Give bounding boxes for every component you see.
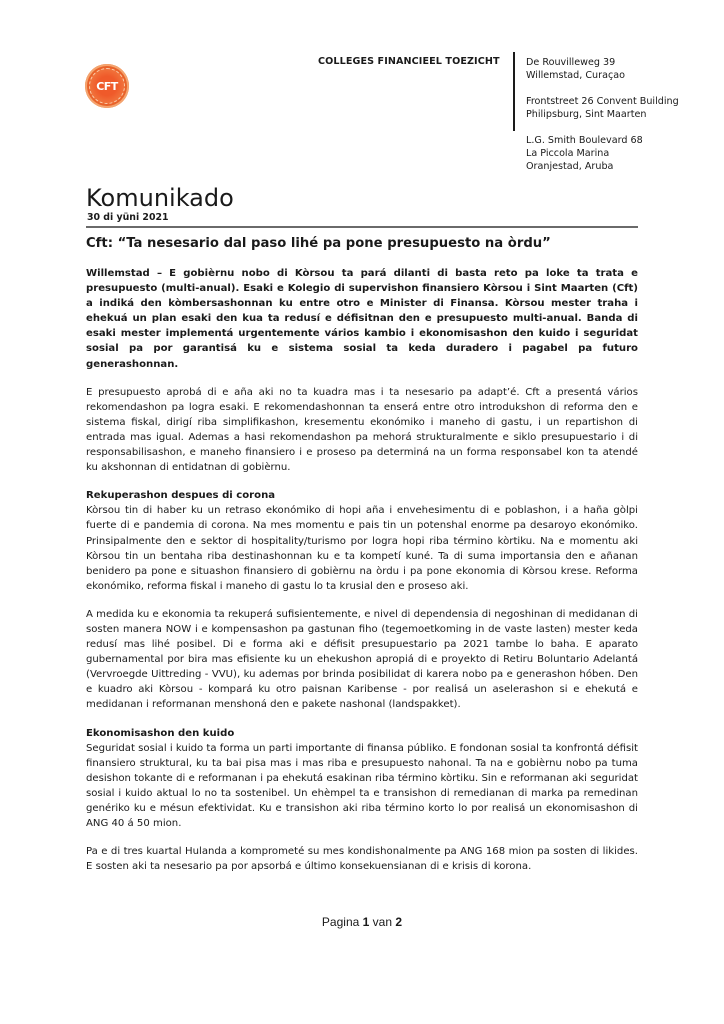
headline: Cft: “Ta nesesario dal paso lihé pa pone presupuesto na òrdu” — [86, 236, 551, 251]
body-paragraph: Seguridat sosial i kuido ta forma un parti importante di finansa públiko. E fondonan sosial ta konfrontá défisit finansiero struktural, ku ta bai pisa mas i mas riba e presupuesto nahonal. Ta na e gobièrnu nobo pa tuma desishon tokante di e reformanan i pa ehekutá esakinan riba término kòrtiku. Sin e reformanan aki seguridat sosial i kuido aktual lo no ta sostenibel. Un ehèmpel ta e transishon di remedianan di marka pa remedinan genériko ku e mésun efektividat. Ku e transishon aki riba término korto lo por realisá un ekonomisashon di ANG 40 á 50 mion. — [86, 742, 638, 830]
cft-logo-text: CFT — [89, 68, 125, 104]
title-rule — [86, 226, 638, 228]
section-heading-savings: Ekonomisashon den kuido — [86, 727, 235, 739]
address-line: L.G. Smith Boulevard 68 — [526, 135, 643, 146]
lead-paragraph: Willemstad – E gobièrnu nobo di Kòrsou ta pará dilanti di basta reto pa loke ta trata e presupuesto (multi-anual). Esaki e Kolegio di supervishon finansiero Kòrsou i Sint Maarten (Cft) a indiká den kòmbersashonnan ku entre otro e Minister di Finansa. Kòrsou mester traha i ehekuá un plan esaki den kua ta redusí e défisitnan den e presupuesto multi-anual. Banda di esaki mester implementá urgentemente vários kambio i ekonomisashon den kuido i seguridat sosial pa por garantisá ku e sistema sosial ta keda duradero i pagabel pa futuro generashonnan. — [86, 268, 638, 370]
body-paragraph: E presupuesto aprobá di e aña aki no ta kuadra mas i ta nesesario pa adapt’é. Cft a presentá vários rekomendashon pa logra esaki. E rekomendashonnan ta enserá entre otro introdukshon di reforma den e sistema fiskal, dirigí riba simplifikashon, kresementu ekonómiko i maneho di gastu, i un repartishon di entrada mas igual. Ademas a hasi rekomendashon pa mehorá strukturalmente e siklo presupuestario i di responsabilisashon, e maneho finansiero i e proseso pa determiná na un forma responsabel kon ta atendé ku akshonnan di entidatnan di gobièrnu. — [86, 386, 638, 474]
organization-name: COLLEGES FINANCIEEL TOEZICHT — [318, 56, 500, 67]
address-line: De Rouvilleweg 39 — [526, 57, 616, 68]
total-pages-number: 2 — [395, 915, 403, 929]
page-label: Pagina — [321, 915, 360, 929]
document-body — [86, 266, 638, 887]
page-footer — [0, 915, 724, 929]
body-paragraph: Pa e di tres kuartal Hulanda a komprometé su mes kondishonalmente pa ANG 168 mion pa sosten di likides. E sosten aki ta nesesario pa por apsorbá e último konsekuensianan di e krisis di korona. — [86, 846, 638, 873]
address-aruba — [526, 134, 679, 173]
cft-logo — [85, 64, 129, 108]
address-line: La Piccola Marina — [526, 148, 610, 159]
page-separator: van — [372, 915, 393, 929]
address-line: Willemstad, Curaçao — [526, 70, 625, 81]
address-line: Oranjestad, Aruba — [526, 161, 614, 172]
section-heading-recovery: Rekuperashon despues di corona — [86, 490, 276, 502]
body-paragraph: A medida ku e ekonomia ta rekuperá sufisientemente, e nivel di dependensia di negoshinan di medidanan di sosten manera NOW i e kompensashon pa gastunan fiho (tegemoetkoming in de vaste lasten) mester keda redusí mas lihé posibel. Di e forma aki e défisit presupuestario pa 2021 tambe lo baha. E aparato gubernamental por bira mas efisiente ku un ehekushon apropiá di e proyekto di Retiru Boluntario Adelantá (Vervroegde Uittreding - VVU), ku ademas por brinda posibilidat di karera nobo pa e generashon hóben. Den e kuadro aki Kòrsou - kompará ku otro paisnan Karibense - por realisá un aselerashon si e ehekutá e medidanan i reformanan menshoná den e pakete nashonal (landspakket). — [86, 608, 638, 711]
address-sint-maarten — [526, 95, 679, 121]
header-divider — [513, 52, 515, 131]
address-line: Philipsburg, Sint Maarten — [526, 109, 647, 120]
address-list — [526, 56, 679, 186]
address-line: Frontstreet 26 Convent Building — [526, 96, 679, 107]
address-curacao — [526, 56, 679, 82]
document-date: 30 di yüni 2021 — [87, 212, 169, 223]
document-title: Komunikado — [86, 184, 234, 212]
current-page-number: 1 — [362, 915, 370, 929]
body-paragraph: Kòrsou tin di haber ku un retraso ekonómiko di hopi aña i envehesimentu di e poblashon, i a haña gòlpi fuerte di e pandemia di corona. Na mes momentu e pais tin un potenshal enorme pa desaroyo ekonómiko. Prinsipalmente den e sektor di hospitality/turismo por logra hopi riba término kòrtiku. Na e momentu aki Kòrsou tin un bentaha riba destinashonnan ku e ta kompetí kuné. Ta di suma importansia den e añanan benidero pa pone e situashon finansiero di gobièrnu na òrdu i pa pone ekonomia di Kòrsou krese. Reforma ekonómiko, reforma fiskal i maneho di gastu lo ta krusial den e proseso aki. — [86, 505, 638, 592]
